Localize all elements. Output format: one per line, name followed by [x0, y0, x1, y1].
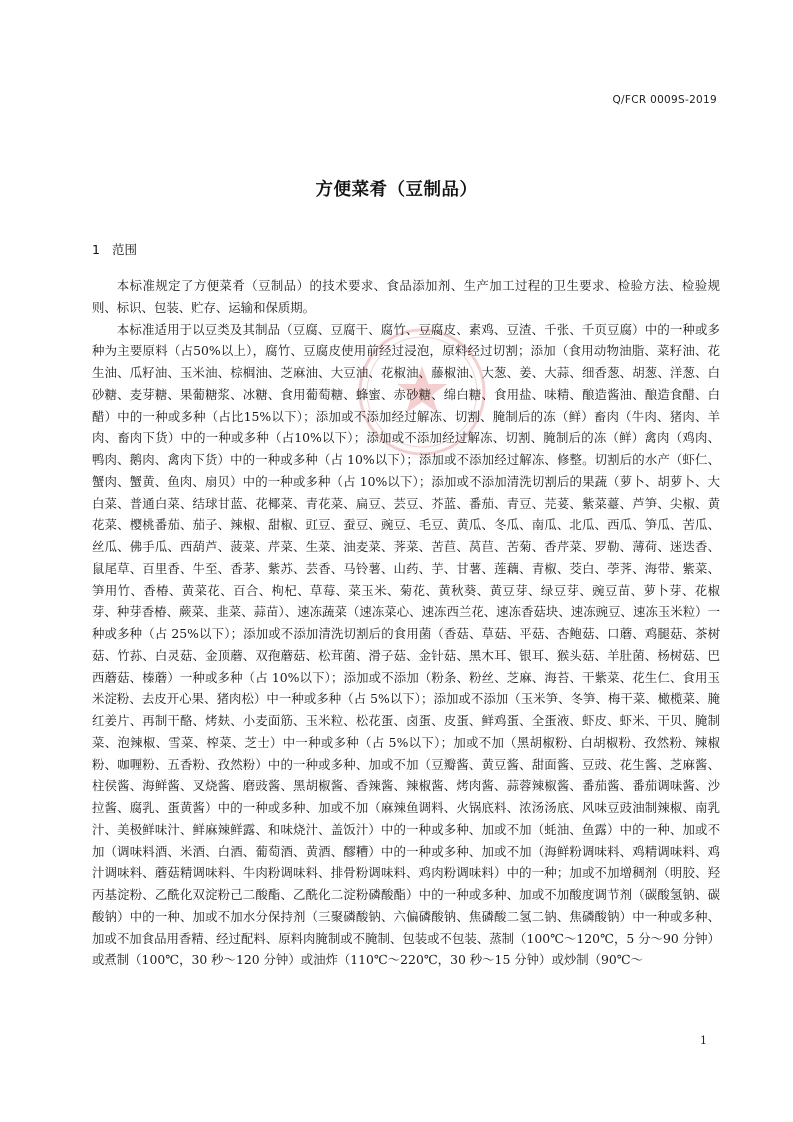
page-title: 方便菜肴（豆制品） [315, 180, 478, 200]
section-title: 范围 [112, 242, 138, 257]
body-text [92, 275, 720, 971]
paragraph-scope-summary: 本标准规定了方便菜肴（豆制品）的技术要求、食品添加剂、生产加工过程的卫生要求、检验方法、检验规则、标识、包装、贮存、运输和保质期。 [92, 278, 720, 315]
document-code: Q/FCR 0009S-2019 [612, 94, 717, 106]
section-number: 1 [92, 242, 100, 257]
page-number: 1 [700, 1034, 707, 1047]
section-heading [92, 240, 137, 258]
paragraph-scope-applicability: 本标准适用于以豆类及其制品（豆腐、豆腐干、腐竹、豆腐皮、素鸡、豆渣、千张、千页豆腐）中的一种或多种为主要原料（占50%以上），腐竹、豆腐皮使用前经过浸泡，原料经过切割；添加（食用动物油脂、菜籽油、花生油、瓜籽油、玉米油、棕榈油、芝麻油、大豆油、花椒油、藤椒油、大葱、姜、大蒜、细香葱、胡葱、洋葱、白砂糖、麦芽糖、果葡糖浆、冰糖、食用葡萄糖、蜂蜜、赤砂糖、绵白糖、食用盐、味精、酿造酱油、酿造食醋、白醋）中的一种或多种（占比15%以下）；添加或不添加经过解冻、切割、腌制后的冻（鲜）畜肉（牛肉、猪肉、羊肉、畜肉下货）中的一种或多种（占10%以下）；添加或不添加经过解冻、切割、腌制后的冻（鲜）禽肉（鸡肉、鸭肉、鹅肉、禽肉下货）中的一种或多种（占 10%以下）；添加或不添加经过解冻、修整。切割后的水产（虾仁、蟹肉、蟹黄、鱼肉、扇贝）中的一种或多种（占 10%以下）；添加或不添加清洗切割后的果蔬（萝卜、胡萝卜、大白菜、普通白菜、结球甘蓝、花椰菜、青花菜、扁豆、芸豆、芥蓝、番茄、青豆、芫荽、紫菜薹、芦笋、尖椒、黄花菜、樱桃番茄、茄子、辣椒、甜椒、豇豆、蚕豆、豌豆、毛豆、黄瓜、冬瓜、南瓜、北瓜、西瓜、笋瓜、苦瓜、丝瓜、佛手瓜、西葫芦、菠菜、芹菜、生菜、油麦菜、荠菜、苦苣、莴苣、苦菊、香芹菜、罗勒、薄荷、迷迭香、鼠尾草、百里香、牛至、香茅、紫苏、芸香、马铃薯、山药、芋、甘薯、莲藕、青椒、茭白、荸荠、海带、紫菜、笋用竹、香椿、黄菜花、百合、枸杞、草莓、菜玉米、菊花、黄秋葵、黄豆芽、绿豆芽、豌豆苗、萝卜芽、花椒芽、种芽香椿、蕨菜、韭菜、蒜苗）、速冻蔬菜（速冻菜心、速冻西兰花、速冻香菇块、速冻豌豆、速冻玉米粒）一种或多种（占 25%以下）；添加或不添加清洗切割后的食用菌（香菇、草菇、平菇、杏鲍菇、口蘑、鸡腿菇、茶树菇、竹荪、白灵菇、金顶蘑、双孢蘑菇、松茸菌、滑子菇、金针菇、黑木耳、银耳、猴头菇、羊肚菌、杨树菇、巴西蘑菇、榛蘑）一种或多种（占 10%以下）；添加或不添加（粉条、粉丝、芝麻、海苔、干紫菜、花生仁、食用玉米淀粉、去皮开心果、猪肉松）中一种或多种（占 5%以下）；添加或不添加（玉米笋、冬笋、梅干菜、橄榄菜、腌红姜片、再制干酪、烤麸、小麦面筋、玉米粒、松花蛋、卤蛋、皮蛋、鲜鸡蛋、全蛋液、虾皮、虾米、干贝、腌制菜、泡辣椒、雪菜、榨菜、芝士）中一种或多种（占 5%以下）；加或不加（黑胡椒粉、白胡椒粉、孜然粉、辣椒粉、咖喱粉、五香粉、孜然粉）中的一种或多种、加或不加（豆瓣酱、黄豆酱、甜面酱、豆豉、花生酱、芝麻酱、柱侯酱、海鲜酱、叉烧酱、磨豉酱、黑胡椒酱、香辣酱、辣椒酱、烤肉酱、蒜蓉辣椒酱、番茄酱、番茄调味酱、沙拉酱、腐乳、蛋黄酱）中的一种或多种、加或不加（麻辣鱼调料、火锅底料、浓汤汤底、风味豆豉油制辣椒、南乳汁、美极鲜味汁、鲜麻辣鲜露、和味烧汁、盖饭汁）中的一种或多种、加或不加（蚝油、鱼露）中的一种、加或不加（调味料酒、米酒、白酒、葡萄酒、黄酒、醪糟）中的一种或多种、加或不加（海鲜粉调味料、鸡精调味料、鸡汁调味料、蘑菇精调味料、牛肉粉调味料、排骨粉调味料、鸡肉粉调味料）中的一种；加或不加增稠剂（明胶、羟丙基淀粉、乙酰化双淀粉己二酸酯、乙酰化二淀粉磷酸酯）中的一种或多种、加或不加酸度调节剂（碳酸氢钠、碳酸钠）中的一种、加或不加水分保持剂（三聚磷酸钠、六偏磷酸钠、焦磷酸二氢二钠、焦磷酸钠）中一种或多种、加或不加食品用香精、经过配料、原料肉腌制或不腌制、包装或不包装、蒸制（100℃～120℃，5 分～90 分钟）或煮制（100℃，30 秒～120 分钟）或油炸（110℃～220℃，30 秒～15 分钟）或炒制（90℃～ [92, 321, 720, 968]
